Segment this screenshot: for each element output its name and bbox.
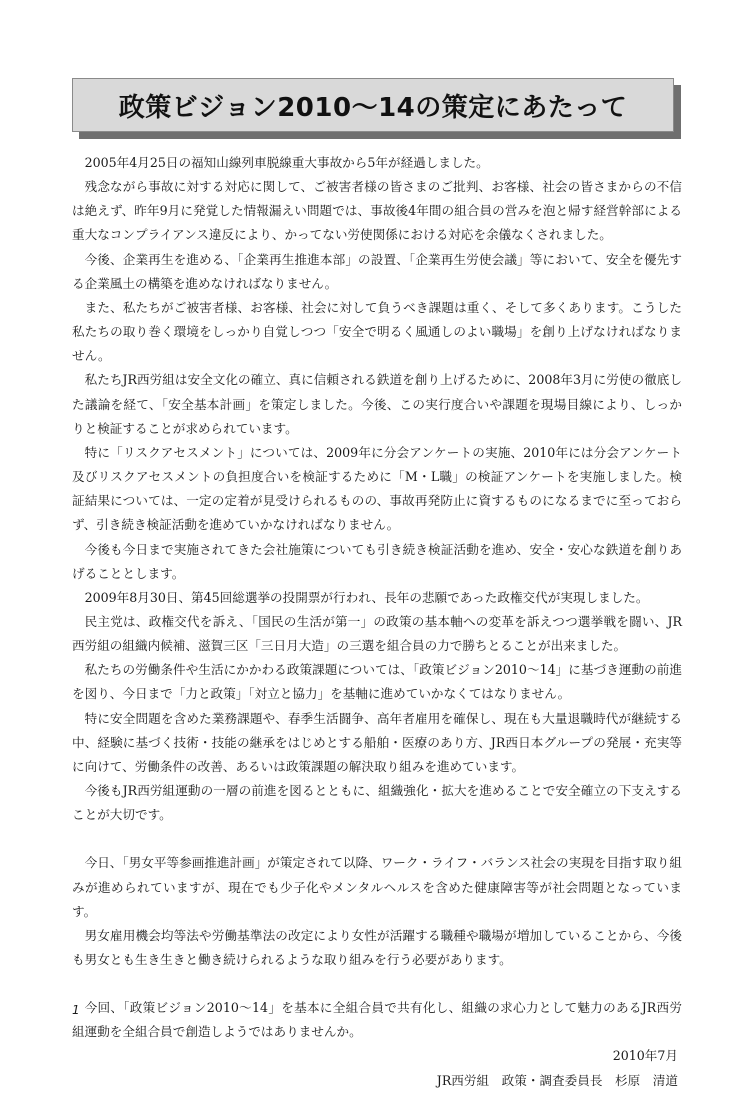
paragraph: 私たちJR西労組は安全文化の確立、真に信頼される鉄道を創り上げるために、2008年3月に労使の徹底した議論を経て、「安全基本計画」を策定しました。今後、この実行度合いや課題を現場目線により、しっかりと検証することが求められています。: [72, 372, 682, 436]
paragraph: 今回、「政策ビジョン2010～14」を基本に全組合員で共有化し、組織の求心力として魅力のあるJR西労組運動を全組合員で創造しようではありませんか。: [72, 1000, 682, 1040]
paragraph: 私たちの労働条件や生活にかかわる政策課題については、「政策ビジョン2010～14」に基づき運動の前進を図り、今日まで「力と政策」「対立と協力」を基軸に進めていかなくてはなりません。: [72, 662, 682, 702]
page-number: 1: [72, 1003, 80, 1017]
title-banner: [72, 78, 674, 132]
paragraph: 今日、「男女平等参画推進計画」が策定されて以降、ワーク・ライフ・バランス社会の実現を目指す取り組みが進められていますが、現在でも少子化やメンタルヘルスを含めた健康障害等が社会問題となっています。: [72, 855, 682, 919]
paragraph: 残念ながら事故に対する対応に関して、ご被害者様の皆さまのご批判、お客様、社会の皆さまからの不信は絶えず、昨年9月に発覚した情報漏えい問題では、事故後4年間の組合員の営みを泡と帰す経営幹部による重大なコンプライアンス違反により、かってない労使関係における対応を余儀なくされました。: [72, 179, 682, 243]
paragraph: 今後、企業再生を進める、「企業再生推進本部」の設置、「企業再生労使会議」等において、安全を優先する企業風土の構築を進めなければなりません。: [72, 251, 682, 291]
paragraph: 特に安全問題を含めた業務課題や、春季生活闘争、高年者雇用を確保し、現在も大量退職時代が継続する中、経験に基づく技術・技能の継承をはじめとする船舶・医療のあり方、JR西日本グループの発展・充実等に向けて、労働条件の改善、あるいは政策課題の解決取り組みを進めています。: [72, 710, 682, 774]
paragraph: また、私たちがご被害者様、お客様、社会に対して負うべき課題は重く、そして多くあります。こうした私たちの取り巻く環境をしっかり自覚しつつ「安全で明るく風通しのよい職場」を創り上げなければなりません。: [72, 299, 682, 364]
paragraph: 2005年4月25日の福知山線列車脱線重大事故から5年が経過しました。: [84, 155, 489, 170]
paragraph: 今後も今日まで実施されてきた会社施策についても引き続き検証活動を進め、安全・安心な鉄道を創りあげることとします。: [72, 541, 682, 581]
section-gap: [72, 972, 682, 996]
paragraph: 民主党は、政権交代を訴え、「国民の生活が第一」の政策の基本軸への変革を訴えつつ選挙戦を闘い、JR西労組の組織内候補、滋賀三区「三日月大造」の三選を組合員の力で勝ちとることが出来ました。: [72, 613, 682, 654]
document-body: [72, 151, 682, 1093]
paragraph: 特に「リスクアセスメント」については、2009年に分会アンケートの実施、2010年には分会アンケート及びリスクアセスメントの負担度合いを検証するために「M・L職」の検証アンケートを実施しました。検証結果については、一定の定着が見受けられるものの、事故再発防止に資するものになるまでに至っておらず、引き続き検証活動を進めていかなければなりません。: [72, 444, 682, 533]
section-gap: [72, 827, 682, 851]
title-box: [72, 78, 674, 132]
page-title: 政策ビジョン2010～14の策定にあたって: [118, 92, 628, 123]
paragraph: 今後もJR西労組運動の一層の前進を図るとともに、組織強化・拡大を進めることで安全確立の下支えすることが大切です。: [72, 783, 682, 823]
date-line: 2010年7月: [612, 1048, 678, 1064]
paragraph: 2009年8月30日、第45回総選挙の投開票が行われ、長年の悲願であった政権交代が実現しました。: [84, 589, 649, 605]
paragraph: 男女雇用機会均等法や労働基準法の改定により女性が活躍する職種や職場が増加していることから、今後も男女とも生き生きと働き続けられるような取り組みを行う必要があります。: [72, 927, 682, 967]
signature-line: JR西労組 政策・調査委員長 杉原 清道: [436, 1072, 678, 1088]
